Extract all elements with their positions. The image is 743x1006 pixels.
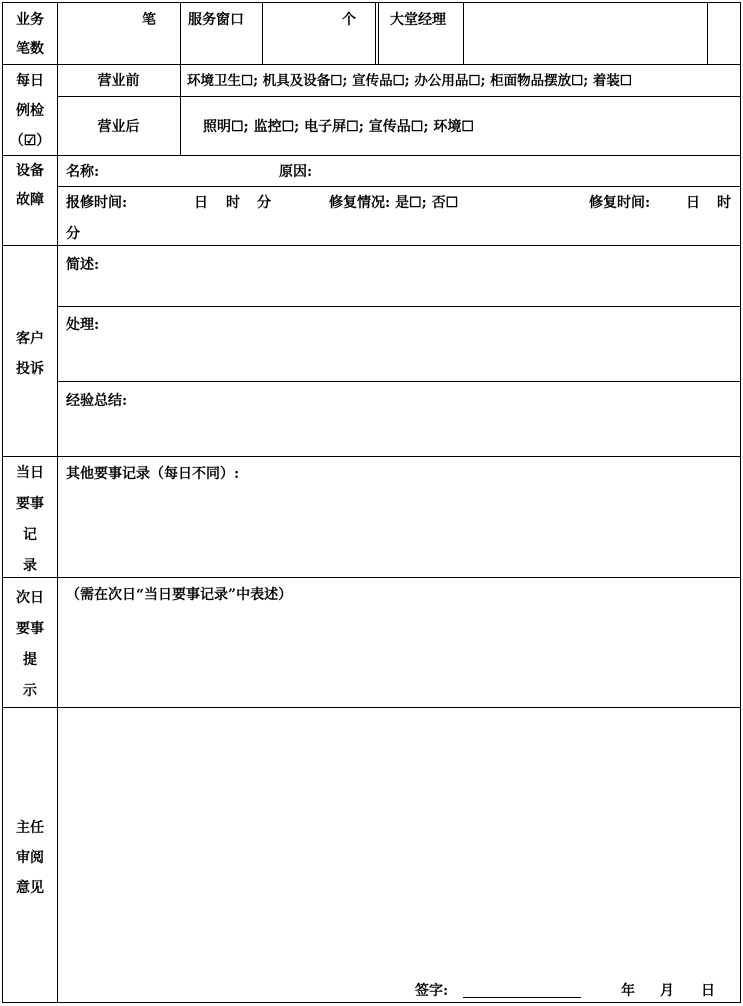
signature-line[interactable] bbox=[463, 997, 581, 998]
report-day: 日 bbox=[194, 195, 208, 211]
label-complaint-brief: 简述: bbox=[66, 257, 100, 273]
label-business-count: 业务 笔数 bbox=[16, 12, 44, 57]
label-report-time: 报修时间: bbox=[66, 195, 128, 211]
rule-row1-a bbox=[180, 2, 181, 65]
repair-minute: 分 bbox=[66, 226, 80, 242]
before-check-items: 环境卫生☐; 机具及设备☐; 宣传品☐; 办公用品☐; 柜面物品摆放☐; 着装☐ bbox=[187, 73, 633, 89]
rule-row1-b bbox=[262, 2, 263, 65]
rule-row1-d bbox=[463, 2, 464, 65]
label-after-business: 营业后 bbox=[97, 119, 140, 135]
rule-check-sub bbox=[180, 64, 181, 156]
rule-top bbox=[2, 2, 740, 3]
repair-hour: 时 bbox=[717, 195, 731, 211]
label-lobby-manager: 大堂经理 bbox=[390, 12, 446, 28]
label-next-day-reminders: 次日 要事 提 示 bbox=[16, 590, 44, 699]
label-failure-reason: 原因: bbox=[279, 164, 313, 180]
label-daily-check: 每日 例检 （☑） bbox=[9, 73, 51, 149]
rule-check-bottom bbox=[2, 155, 740, 156]
label-customer-complaint: 客户 投诉 bbox=[16, 331, 44, 377]
rule-right bbox=[740, 2, 741, 1003]
date-year: 年 bbox=[621, 983, 635, 999]
rule-complaint-1 bbox=[57, 306, 740, 307]
unit-bi: 笔 bbox=[142, 12, 156, 28]
rule-complaint-bottom bbox=[2, 456, 740, 457]
date-day: 日 bbox=[701, 983, 715, 999]
next-day-note: （需在次日“当日要事记录”中表述） bbox=[66, 587, 293, 603]
today-matters-text: 其他要事记录（每日不同）: bbox=[66, 466, 240, 482]
label-equipment-failure: 设备 故障 bbox=[16, 163, 44, 208]
repair-day: 日 bbox=[686, 195, 700, 211]
rule-today-bottom bbox=[2, 577, 740, 578]
label-complaint-handling: 处理: bbox=[66, 317, 100, 333]
label-signature: 签字: bbox=[415, 983, 449, 999]
label-equipment-name: 名称: bbox=[66, 164, 100, 180]
label-repair-time: 修复时间: bbox=[589, 195, 651, 211]
label-complaint-summary: 经验总结: bbox=[66, 393, 128, 409]
rule-complaint-2 bbox=[57, 381, 740, 382]
date-month: 月 bbox=[660, 983, 674, 999]
rule-row1-bottom bbox=[2, 64, 740, 65]
label-repair-status: 修复情况: 是☐; 否☐ bbox=[329, 195, 459, 211]
rule-equip-bottom bbox=[2, 245, 740, 246]
rule-next-bottom bbox=[2, 707, 740, 708]
report-hour: 时 bbox=[226, 195, 240, 211]
rule-row1-e bbox=[707, 2, 708, 65]
rule-row1-c bbox=[375, 2, 376, 65]
after-check-items: 照明☐; 监控☐; 电子屏☐; 宣传品☐; 环境☐ bbox=[203, 119, 474, 135]
label-director-review: 主任 审阅 意见 bbox=[16, 820, 44, 896]
rule-check-mid bbox=[57, 96, 740, 97]
rule-equip-mid bbox=[57, 186, 740, 187]
label-today-matters: 当日 要事 记 录 bbox=[16, 465, 44, 574]
unit-ge: 个 bbox=[342, 12, 356, 28]
label-service-window: 服务窗口 bbox=[188, 12, 244, 28]
report-minute: 分 bbox=[257, 195, 271, 211]
label-before-business: 营业前 bbox=[97, 73, 140, 89]
rule-bottom bbox=[2, 1002, 740, 1003]
rule-row1-c2 bbox=[378, 2, 379, 65]
